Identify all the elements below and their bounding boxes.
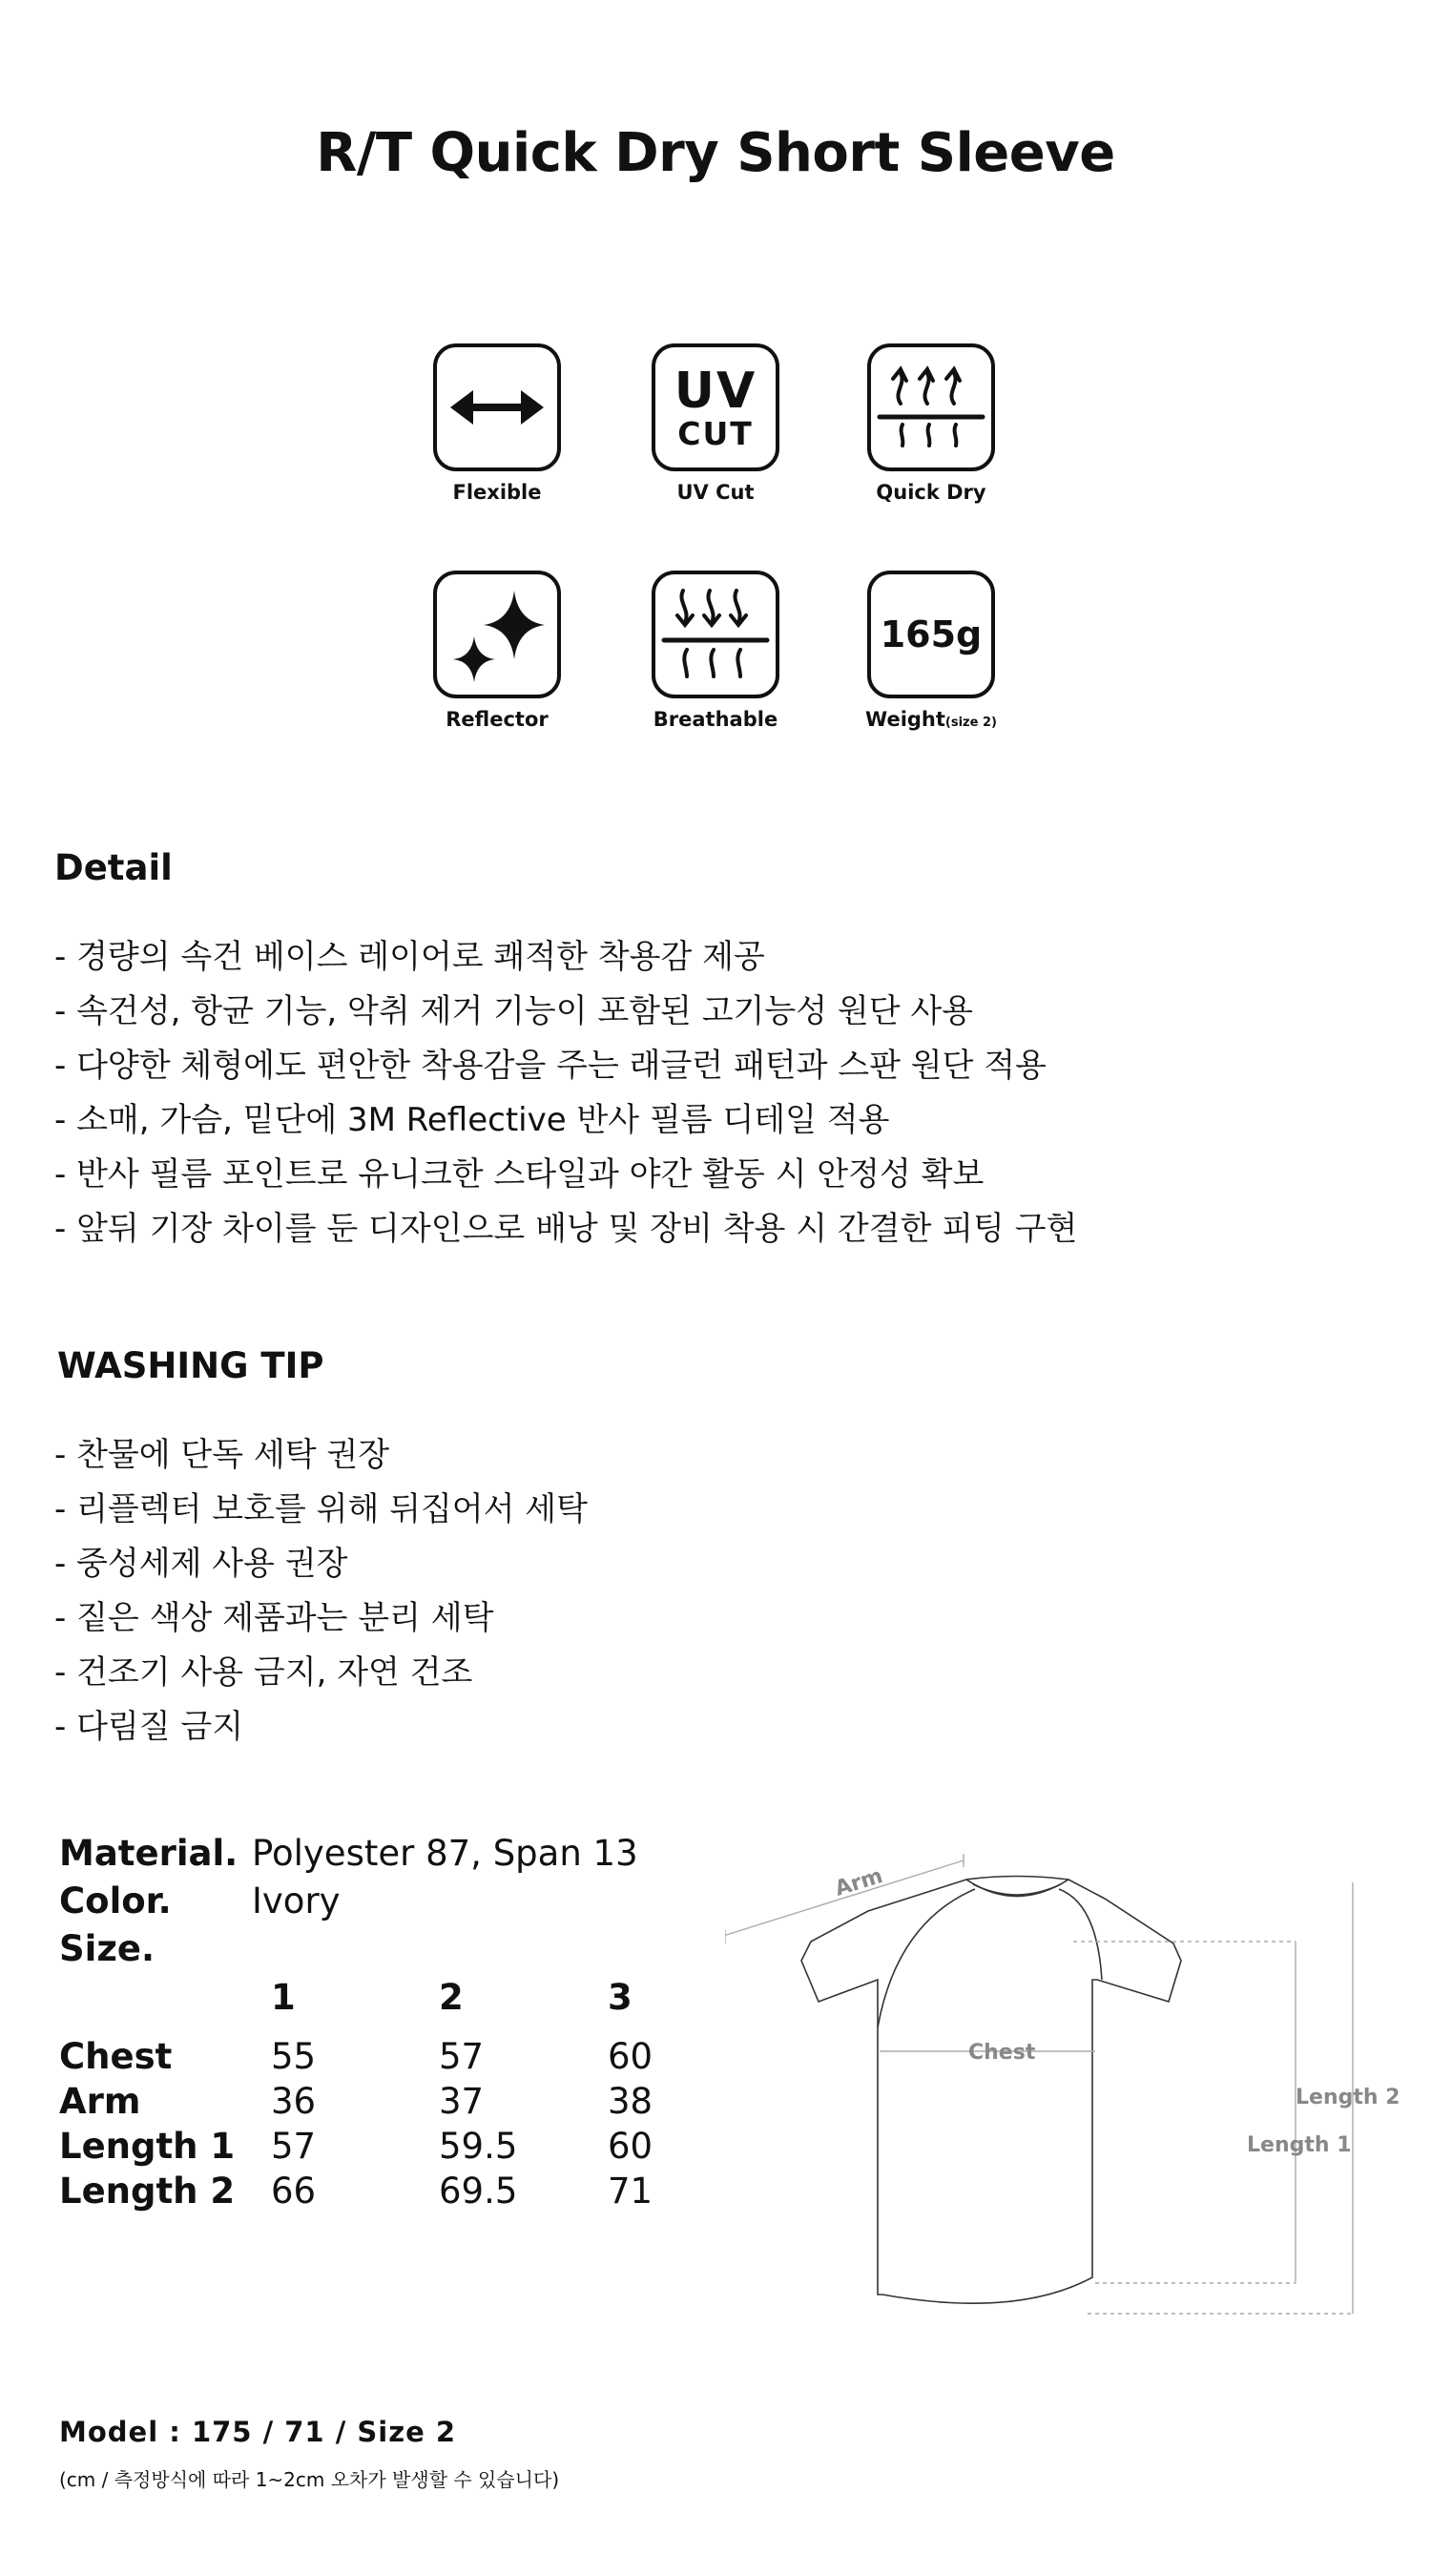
- list-item: - 리플렉터 보호를 위해 뒤집어서 세탁: [54, 1490, 588, 1528]
- table-cell: 69.5: [439, 2171, 518, 2212]
- size-col-header: 1: [271, 1977, 296, 2018]
- measurement-note: (cm / 측정방식에 따라 1~2cm 오차가 발생할 수 있습니다): [59, 2468, 560, 2491]
- list-item: - 짙은 색상 제품과는 분리 세탁: [54, 1599, 494, 1637]
- table-cell: 36: [271, 2081, 317, 2122]
- detail-heading: Detail: [54, 847, 173, 888]
- cut-text: CUT: [677, 414, 754, 452]
- feature-uv-cut: [620, 343, 811, 504]
- table-row: [0, 2034, 763, 2079]
- material-value: Polyester 87, Span 13: [252, 1833, 638, 1874]
- row-label: Length 1: [59, 2126, 236, 2167]
- model-info: Model : 175 / 71 / Size 2: [59, 2416, 457, 2448]
- flexible-arrow-icon: [433, 343, 561, 471]
- chest-label: Chest: [968, 2041, 1036, 2065]
- size-label: Size.: [59, 1928, 156, 1969]
- feature-label: Quick Dry: [876, 481, 986, 504]
- table-cell: 66: [271, 2171, 317, 2212]
- right-raglan-seam: [1059, 1889, 1102, 1980]
- feature-quick-dry: [836, 343, 1027, 504]
- table-cell: 57: [271, 2126, 317, 2167]
- color-label: Color.: [59, 1880, 172, 1922]
- feature-label: [836, 708, 1027, 731]
- weight-size-note: (size 2): [944, 716, 997, 730]
- weight-icon: [867, 571, 995, 698]
- list-item: - 중성세제 사용 권장: [54, 1545, 348, 1583]
- table-cell: 38: [608, 2081, 653, 2122]
- list-item: - 속건성, 항균 기능, 악취 제거 기능이 포함된 고기능성 원단 사용: [54, 992, 974, 1030]
- size-diagram: [725, 1837, 1412, 2352]
- row-label: Length 2: [59, 2171, 236, 2212]
- row-label: Arm: [59, 2081, 141, 2122]
- length2-label: Length 2: [1296, 2086, 1400, 2109]
- collar-inner: [973, 1884, 1061, 1895]
- list-item: - 앞뒤 기장 차이를 둔 디자인으로 배낭 및 장비 착용 시 간결한 피팅 구현: [54, 1210, 1078, 1248]
- feature-label: Reflector: [446, 708, 549, 731]
- row-label: Chest: [59, 2036, 173, 2077]
- size-table: [0, 1975, 763, 2223]
- feature-reflector: [402, 571, 592, 731]
- list-item: - 찬물에 단독 세탁 권장: [54, 1436, 390, 1474]
- table-cell: 60: [608, 2036, 653, 2077]
- feature-label: Breathable: [653, 708, 778, 731]
- length1-label: Length 1: [1247, 2133, 1352, 2157]
- table-cell: 59.5: [439, 2126, 518, 2167]
- table-row: [0, 2124, 763, 2169]
- feature-label: UV Cut: [676, 481, 755, 504]
- tshirt-outline: [801, 1877, 1181, 2304]
- size-header-row: [0, 1975, 763, 2020]
- list-item: - 경량의 속건 베이스 레이어로 쾌적한 착용감 제공: [54, 938, 765, 976]
- page-title: R/T Quick Dry Short Sleeve: [316, 122, 1115, 184]
- feature-label: Flexible: [452, 481, 542, 504]
- weight-value: 165g: [880, 613, 983, 655]
- breathable-icon: [652, 571, 779, 698]
- weight-label: Weight: [865, 708, 945, 731]
- size-col-header: 2: [439, 1977, 464, 2018]
- sparkle-icon: [433, 571, 561, 698]
- feature-weight: [836, 571, 1027, 731]
- left-raglan-seam: [878, 1889, 975, 2027]
- material-label: Material.: [59, 1833, 238, 1874]
- list-item: - 다림질 금지: [54, 1708, 244, 1746]
- table-row: [0, 2079, 763, 2124]
- washing-list: [54, 1428, 588, 1755]
- uv-cut-icon: [652, 343, 779, 471]
- table-row: [0, 2169, 763, 2213]
- table-cell: 55: [271, 2036, 317, 2077]
- list-item: - 건조기 사용 금지, 자연 건조: [54, 1653, 473, 1692]
- list-item: - 소매, 가슴, 밑단에 3M Reflective 반사 필름 디테일 적용: [54, 1101, 890, 1139]
- size-col-header: 3: [608, 1977, 633, 2018]
- quick-dry-icon: [867, 343, 995, 471]
- washing-heading: WASHING TIP: [57, 1345, 324, 1386]
- list-item: - 반사 필름 포인트로 유니크한 스타일과 야간 활동 시 안정성 확보: [54, 1155, 985, 1194]
- table-cell: 71: [608, 2171, 653, 2212]
- table-cell: 37: [439, 2081, 485, 2122]
- detail-list: [54, 930, 1077, 1257]
- table-cell: 60: [608, 2126, 653, 2167]
- uv-text: UV: [674, 362, 757, 420]
- feature-breathable: [620, 571, 811, 731]
- color-value: Ivory: [252, 1880, 341, 1922]
- feature-flexible: [402, 343, 592, 504]
- arm-label: Arm: [832, 1863, 886, 1901]
- list-item: - 다양한 체형에도 편안한 착용감을 주는 래글런 패턴과 스판 원단 적용: [54, 1047, 1047, 1085]
- table-cell: 57: [439, 2036, 485, 2077]
